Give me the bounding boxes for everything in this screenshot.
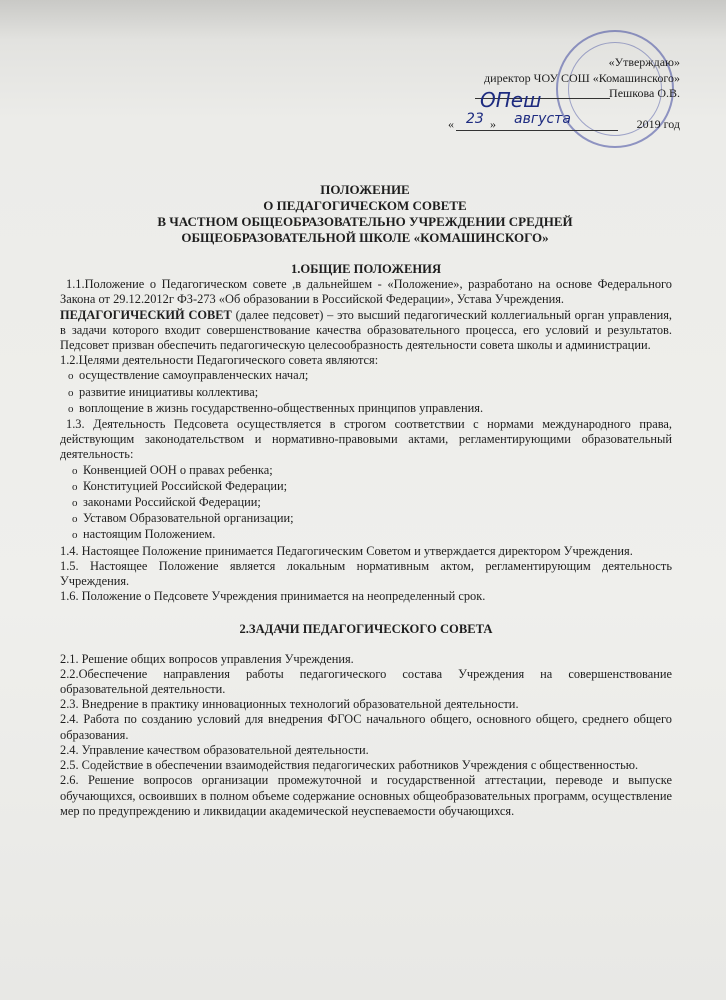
document-body: [60, 262, 672, 819]
document-title: [60, 182, 670, 246]
list-item: o законами Российской Федерации;: [72, 495, 672, 511]
section-1-heading: 1.ОБЩИЕ ПОЛОЖЕНИЯ: [290, 262, 442, 276]
director-name: Пешкова О.В.: [609, 86, 680, 100]
section-2-heading: 2.ЗАДАЧИ ПЕДАГОГИЧЕСКОГО СОВЕТА: [239, 622, 493, 637]
list-item: o настоящим Положением.: [72, 527, 672, 543]
date-day: 23: [466, 111, 484, 127]
approval-date: [420, 111, 680, 133]
list-item: o воплощение в жизнь государственно-общественных принципов управления.: [68, 401, 672, 417]
clause-2-4b: 2.4. Управление качеством образовательной деятельности.: [60, 742, 369, 757]
list-item: o развитие инициативы коллектива;: [68, 385, 672, 401]
clause-2-2: 2.2.Обеспечение направления работы педагогического состава Учреждения на совершенствование образовательной деятельности.: [60, 666, 672, 697]
clause-1-6: 1.6. Положение о Педсовете Учреждения принимается на неопределенный срок.: [60, 589, 486, 604]
approval-block: [420, 55, 680, 133]
title-line-1: ПОЛОЖЕНИЕ: [320, 182, 410, 197]
council-term: ПЕДАГОГИЧЕСКИЙ СОВЕТ: [60, 307, 232, 322]
director-position: директор ЧОУ СОШ «Комашинского»: [484, 70, 680, 85]
approved-label: «Утверждаю»: [608, 55, 680, 69]
title-line-2: О ПЕДАГОГИЧЕСКОМ СОВЕТЕ: [263, 198, 467, 213]
clause-1-3: 1.3. Деятельность Педсовета осуществляется в строгом соответствии с нормами международного права, действующим законодательством и нормативно-правовыми актами, регламентирующими образовательный деятельность:: [60, 417, 672, 462]
title-line-4: ОБЩЕОБРАЗОВАТЕЛЬНОЙ ШКОЛЕ «КОМАШИНСКОГО»: [181, 230, 549, 245]
clause-2-1: 2.1. Решение общих вопросов управления Учреждения.: [60, 651, 354, 666]
clause-2-4a: 2.4. Работа по созданию условий для внедрения ФГОС начального общего, основного общего, среднего общего образования.: [60, 712, 672, 742]
clause-2-5: 2.5. Содействие в обеспечении взаимодействия педагогических работников Учреждения с общественностью.: [60, 758, 639, 773]
council-definition: [60, 308, 672, 354]
date-quote-open: «: [448, 117, 454, 131]
clause-1-2: 1.2.Целями деятельности Педагогического совета являются:: [60, 353, 379, 368]
list-item: o Уставом Образовательной организации;: [72, 511, 672, 527]
list-item: o Конвенцией ООН о правах ребенка;: [72, 463, 672, 479]
clause-1-1: 1.1.Положение о Педагогическом совете ,в дальнейшем - «Положение», разработано на основе Федерального Закона от 29.12.2012г ФЗ-273 «Об образовании в Российской Федерации», Устава Учреждения.: [60, 277, 672, 307]
council-definition-text: (далее педсовет) – это высший педагогический коллегиальный орган управления, в задачи которого входит совершенствование качества образовательного процесса, его условий и результатов. Педсовет призван обеспечить педагогическую целесообразность деятельности совета школы и администрации.: [60, 307, 672, 353]
director-signature: ОПеш: [480, 88, 542, 112]
list-item: o осуществление самоуправленческих начал;: [68, 368, 672, 384]
clause-1-4: 1.4. Настоящее Положение принимается Педагогическим Советом и утверждается директором Учреждения.: [60, 543, 633, 558]
title-line-3: В ЧАСТНОМ ОБЩЕОБРАЗОВАТЕЛЬНО УЧРЕЖДЕНИИ СРЕДНЕЙ: [157, 214, 573, 229]
clause-1-5: 1.5. Настоящее Положение является локальным нормативным актом, регламентирующим деятельность Учреждения.: [60, 558, 672, 589]
list-item: o Конституцией Российской Федерации;: [72, 479, 672, 495]
clause-2-3: 2.3. Внедрение в практику инновационных технологий образовательной деятельности.: [60, 697, 519, 712]
signature-line: [420, 86, 680, 101]
acts-list: [60, 463, 672, 544]
goals-list: [60, 368, 672, 417]
date-quote-close: »: [490, 117, 496, 131]
clause-2-6: 2.6. Решение вопросов организации промежуточной и государственной аттестации, переводе и выпуске обучающихся, освоивших в полном объеме содержание основных общеобразовательных программ, осуществление мер по предупреждению и ликвидации академической неуспеваемости обучающихся.: [60, 773, 672, 818]
date-month: августа: [514, 111, 571, 127]
date-year: 2019 год: [636, 117, 680, 131]
